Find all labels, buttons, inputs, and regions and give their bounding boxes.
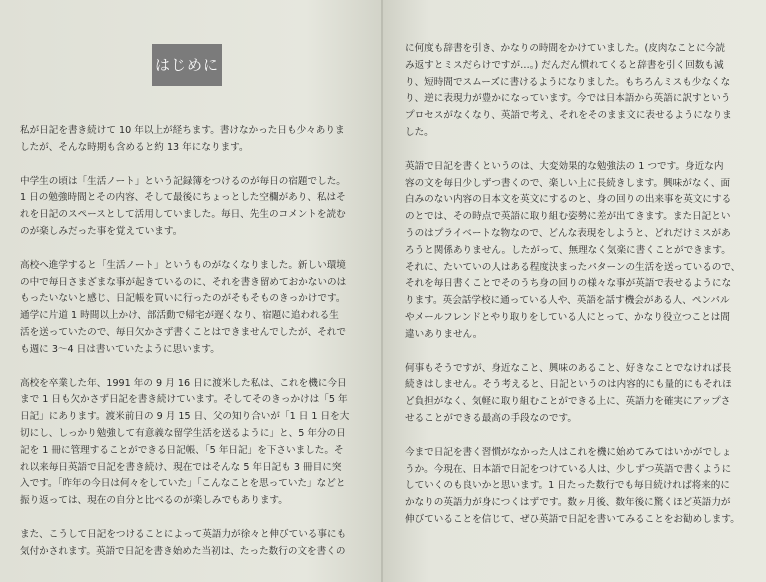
text-line: 白みのない内容の日本文を英文にするのと、身の回りの出来事を英文にする [405,194,732,206]
text-line: 容の文を毎日少しずつ書くので、楽しい上に長続きします。興味がなく、面 [405,177,731,189]
text-line: 私が日記を書き続けて 10 年以上が経ちます。書けなかった日も少々ありま [20,125,345,136]
text-line: 活を送っていたので、毎日欠かさず書くことはできませんでしたが、それで [20,326,346,338]
paragraph [405,445,750,529]
chapter-heading: はじめに [152,44,222,86]
text-line: ど負担がなく、気軽に取り組むことができる上に、英語力を確実にアップさ [405,396,731,408]
text-line: うのはプライベートな物なので、どんな表現をしようと、どれだけミスがあ [405,227,731,239]
text-line: 続きはしません。そう考えると、日記というのは内容的にも量的にもそれほ [405,379,732,391]
text-line: 日記」にあります。渡米前日の 9 月 15 日、父の知り合いが「1 日 1 日を大 [20,411,350,423]
text-line: した。 [405,126,434,138]
text-line: 何事もそうですが、身近なこと、興味のあること、好きなことでなければ長 [405,362,732,374]
text-line: 英語で日記を書くというのは、大変効果的な勉強法の 1 つです。身近な内 [405,160,724,172]
text-line: 記を 1 冊に管理することができる日記帳、「5 年日記」を下さいました。そ [20,444,344,456]
text-line: 高校へ進学すると「生活ノート」というものがなくなりました。新しい環境 [20,259,346,271]
paragraph [20,376,365,510]
text-line: れ以来毎日英語で日記を書き続け、現在ではそんな 5 年日記も 3 冊目に突 [20,461,342,473]
text-line: み返すとミスだらけですが…。) だんだん慣れてくると辞書を引く回数も減 [405,59,724,71]
text-line: 1 日の勉強時間とその内容、そして最後にちょっとした空欄があり、私はそ [20,192,346,204]
text-line: 入です。「昨年の今日は何々をしていた」「こんなことを思っていた」などと [20,478,346,490]
text-line: 今まで日記を書く習慣がなかった人はこれを機に始めてみてはいかがでしょ [405,446,732,458]
paragraph [20,527,365,561]
text-line: れを日記のスペースとして活用していました。毎日、先生のコメントを読む [20,209,346,221]
text-line: やメールフレンドとやり取りをしている人にとって、かなり役立つことは間 [405,311,730,323]
paragraph [405,361,750,428]
text-line: ろうと関係ありません。したがって、無理なく気楽に書くことができます。 [405,244,731,256]
text-line: 通学に片道 1 時間以上かけ、部活動で帰宅が遅くなり、宿題に追われる生 [20,310,339,322]
text-line: ります。英会話学校に通っている人や、英語を話す機会がある人、ペンパル [405,295,730,307]
text-line: 違いありません。 [405,328,483,340]
text-line: 切にし、しっかり勉強して有意義な留学生活を送るように」と、5 年分の日 [20,427,346,439]
text-line: り、短時間でスムーズに書けるようになりました。もちろんミスも少なくな [405,76,731,88]
paragraph [405,159,750,344]
text-line: していくのも良いかと思います。1 日たった数行でも毎日続ければ将来的に [405,480,730,492]
paragraph [405,41,750,142]
text-line: 振り返っては、現在の自分と比べるのが楽しみでもあります。 [20,495,288,507]
text-line: に何度も辞書を引き、かなりの時間をかけていました。(皮肉なことに今読 [405,43,725,54]
right-text-column [405,41,750,546]
text-line: うか。今現在、日本語で日記をつけている人は、少しずつ英語で書くように [405,463,732,475]
text-line: もったいないと感じ、日記帳を買いに行ったのがそもそものきっかけです。 [20,293,346,305]
text-line: も週に 3～4 日は書いていたように思います。 [20,343,220,355]
text-line: 中学生の頃は「生活ノート」という記録簿をつけるのが毎日の宿題でした。 [20,175,346,187]
text-line: かなりの英語力が身につくはずです。数ヶ月後、数年後に驚くほど英語力が [405,497,731,509]
text-line: せることができる最高の手段なのです。 [405,412,577,424]
paragraph [20,174,365,241]
text-line: 高校を卒業した年、1991 年の 9 月 16 日に渡米した私は、これを機に今日 [20,377,347,389]
text-line: それに、たいていの人はある程度決まったパターンの生活を送っているので、 [405,261,741,273]
text-line: 伸びていることを信じて、ぜひ英語で日記を書いてみることをお勧めします。 [405,513,740,525]
text-line: り、逆に表現力が豊かになっています。今では日本語から英語に訳すという [405,93,731,105]
text-line: まで 1 日も欠かさず日記を書き続けています。そしてそのきっかけは「5 年 [20,394,348,406]
text-line: 気付かされます。英語で日記を書き始めた当初は、たった数行の文を書くの [20,545,346,557]
paragraph [20,258,365,359]
paragraph [20,123,365,157]
text-line: それを毎日書くことでそのうち身の回りの様々な事が英語で表せるようにな [405,278,732,290]
text-line: したが、そんな時期も含めると約 13 年になります。 [20,141,249,153]
right-page [383,0,766,582]
left-text-column [20,123,365,578]
text-line: のが楽しみだった事を覚えています。 [20,225,183,237]
text-line: また、こうして日記をつけることによって英語力が徐々と伸びている事にも [20,528,347,540]
text-line: プロセスがなくなり、英語で考え、それをそのまま文に表せるようになりま [405,110,732,122]
text-line: のとでは、その時点で英語に取り組む姿勢に差が出てきます。また日記とい [405,211,731,223]
text-line: の中で毎日さまざまな事が起きているのに、それを書き留めておかないのは [20,276,347,288]
